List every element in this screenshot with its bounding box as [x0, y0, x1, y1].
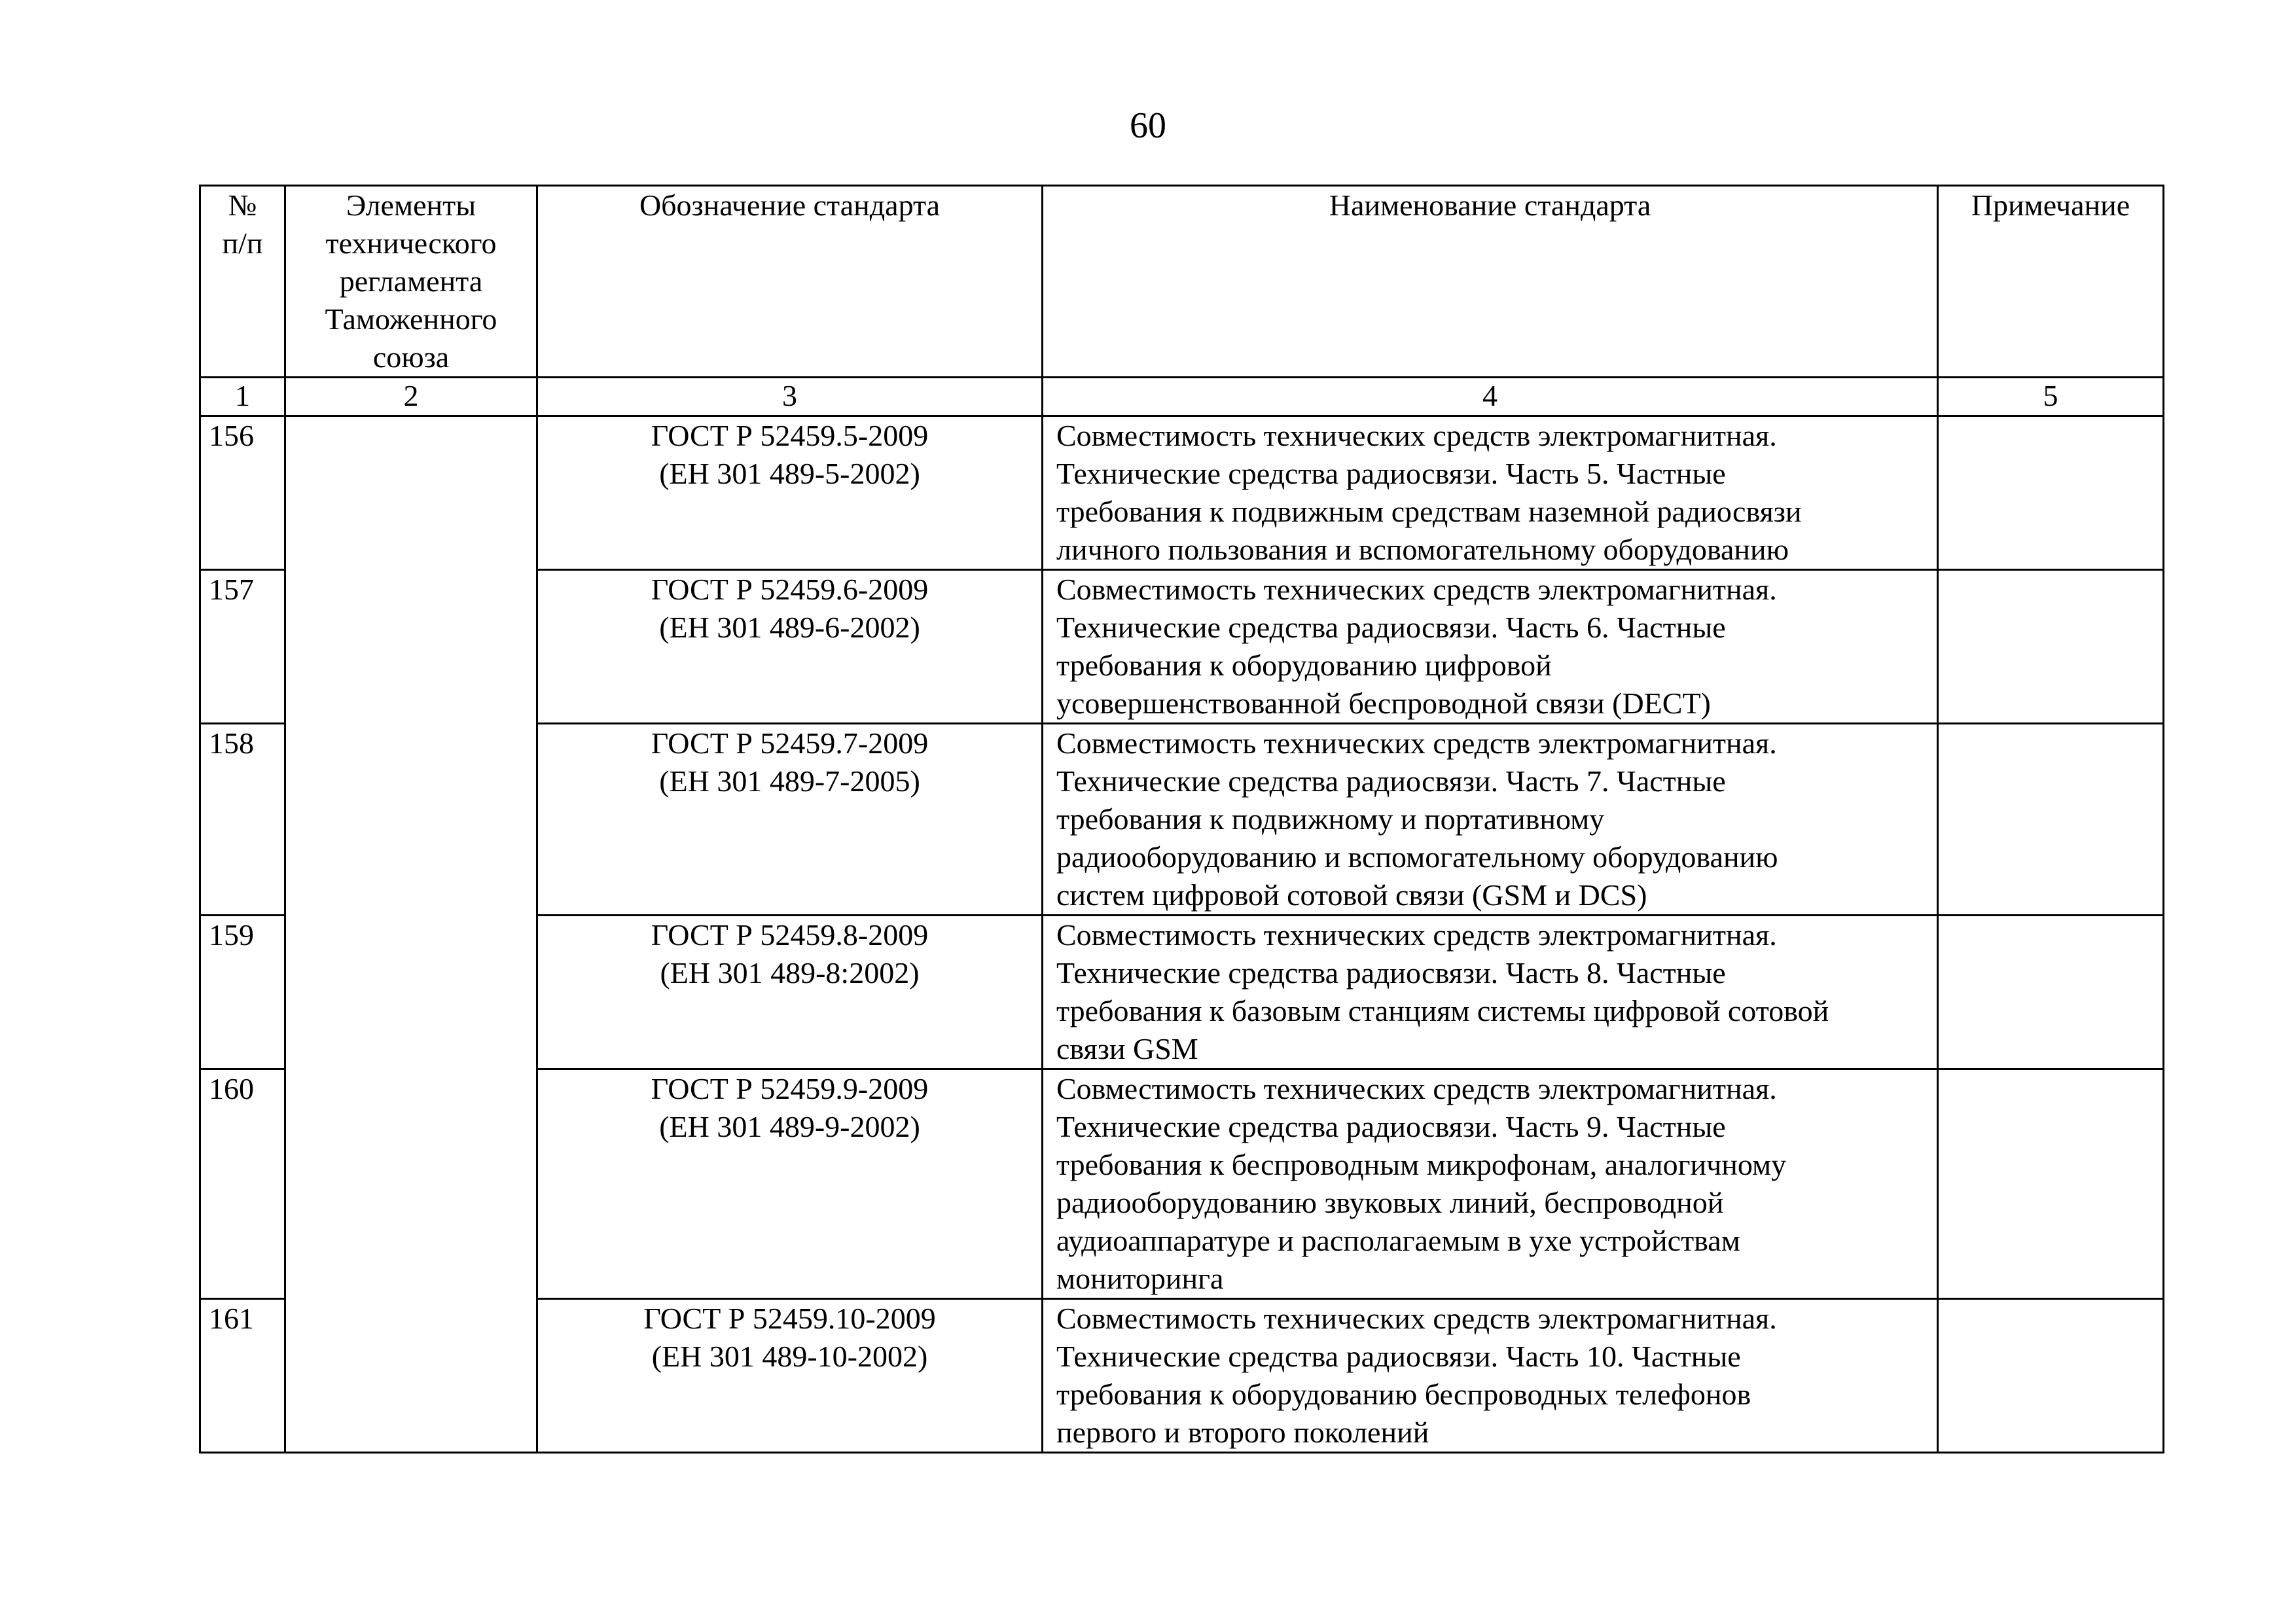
- row-number: 161: [200, 1299, 285, 1453]
- column-number: 2: [285, 378, 537, 416]
- name-line: Совместимость технических средств электромагнитная.: [1056, 726, 1777, 760]
- header-elements-line: регламента: [339, 264, 483, 298]
- standard-name: [1043, 724, 1938, 916]
- row-number: 160: [200, 1069, 285, 1299]
- standard-name: [1043, 1069, 1938, 1299]
- standard-name: [1043, 916, 1938, 1069]
- name-line: Совместимость технических средств электромагнитная.: [1056, 573, 1777, 606]
- name-line: усовершенствованной беспроводной связи (DECT): [1056, 687, 1711, 720]
- designation-line: ГОСТ Р 52459.10-2009: [643, 1302, 936, 1335]
- column-number: 3: [537, 378, 1043, 416]
- name-line: систем цифровой сотовой связи (GSM и DCS): [1056, 878, 1647, 912]
- name-line: требования к оборудованию беспроводных телефонов: [1056, 1378, 1751, 1411]
- note-cell: [1938, 724, 2164, 916]
- header-elements-line: Таможенного: [325, 302, 497, 336]
- note-cell: [1938, 1299, 2164, 1453]
- header-elements-line: технического: [325, 226, 497, 260]
- header-num: [200, 186, 285, 378]
- designation-line: (ЕН 301 489-9-2002): [659, 1110, 920, 1143]
- standard-name: [1043, 570, 1938, 724]
- column-number-row: [200, 378, 2164, 416]
- standard-name: [1043, 1299, 1938, 1453]
- table-row: [200, 416, 2164, 570]
- header-elements-line: союза: [372, 340, 450, 374]
- standard-designation: [537, 724, 1043, 916]
- designation-line: (ЕН 301 489-10-2002): [651, 1340, 928, 1373]
- table-header-row: [200, 186, 2164, 378]
- standard-designation: [537, 1299, 1043, 1453]
- name-line: связи GSM: [1056, 1032, 1198, 1065]
- header-num-line: №: [228, 188, 257, 222]
- header-note: Примечание: [1938, 186, 2164, 378]
- designation-line: (ЕН 301 489-6-2002): [659, 611, 920, 644]
- row-number: 158: [200, 724, 285, 916]
- elements-cell: [285, 416, 537, 1453]
- note-cell: [1938, 916, 2164, 1069]
- name-line: аудиоаппаратуре и располагаемым в ухе устройствам: [1056, 1224, 1740, 1257]
- name-line: требования к базовым станциям системы цифровой сотовой: [1056, 994, 1829, 1027]
- note-cell: [1938, 416, 2164, 570]
- standard-designation: [537, 416, 1043, 570]
- name-line: Совместимость технических средств электромагнитная.: [1056, 1302, 1777, 1335]
- header-num-line: п/п: [222, 226, 263, 260]
- name-line: первого и второго поколений: [1056, 1416, 1429, 1449]
- standard-designation: [537, 570, 1043, 724]
- name-line: мониторинга: [1056, 1262, 1224, 1295]
- name-line: Совместимость технических средств электромагнитная.: [1056, 1072, 1777, 1105]
- name-line: радиооборудованию и вспомогательному оборудованию: [1056, 840, 1778, 874]
- name-line: Совместимость технических средств электромагнитная.: [1056, 419, 1777, 452]
- page-number: 60: [1130, 105, 1166, 146]
- name-line: Технические средства радиосвязи. Часть 9. Частные: [1056, 1110, 1726, 1143]
- designation-line: (ЕН 301 489-8:2002): [660, 956, 920, 990]
- designation-line: (ЕН 301 489-7-2005): [659, 764, 920, 798]
- name-line: Технические средства радиосвязи. Часть 7. Частные: [1056, 764, 1726, 798]
- column-number: 1: [200, 378, 285, 416]
- designation-line: ГОСТ Р 52459.5-2009: [651, 419, 929, 452]
- column-number: 4: [1043, 378, 1938, 416]
- standard-designation: [537, 916, 1043, 1069]
- name-line: требования к подвижным средствам наземной радиосвязи: [1056, 495, 1802, 528]
- header-designation: Обозначение стандарта: [537, 186, 1043, 378]
- designation-line: ГОСТ Р 52459.8-2009: [651, 918, 929, 952]
- name-line: Технические средства радиосвязи. Часть 8. Частные: [1056, 956, 1726, 990]
- name-line: Технические средства радиосвязи. Часть 5. Частные: [1056, 457, 1726, 490]
- name-line: требования к беспроводным микрофонам, аналогичному: [1056, 1148, 1787, 1181]
- standard-name: [1043, 416, 1938, 570]
- name-line: Технические средства радиосвязи. Часть 6. Частные: [1056, 611, 1726, 644]
- row-number: 159: [200, 916, 285, 1069]
- name-line: Совместимость технических средств электромагнитная.: [1056, 918, 1777, 952]
- row-number: 157: [200, 570, 285, 724]
- header-name: Наименование стандарта: [1043, 186, 1938, 378]
- standard-designation: [537, 1069, 1043, 1299]
- designation-line: ГОСТ Р 52459.7-2009: [651, 726, 929, 760]
- column-number: 5: [1938, 378, 2164, 416]
- name-line: радиооборудованию звуковых линий, беспроводной: [1056, 1186, 1724, 1219]
- note-cell: [1938, 570, 2164, 724]
- note-cell: [1938, 1069, 2164, 1299]
- name-line: личного пользования и вспомогательному оборудованию: [1056, 533, 1789, 566]
- header-elements-line: Элементы: [346, 188, 476, 222]
- standards-table: [199, 185, 2164, 1454]
- name-line: требования к подвижному и портативному: [1056, 802, 1605, 836]
- designation-line: ГОСТ Р 52459.9-2009: [651, 1072, 929, 1105]
- name-line: Технические средства радиосвязи. Часть 10. Частные: [1056, 1340, 1741, 1373]
- designation-line: ГОСТ Р 52459.6-2009: [651, 573, 929, 606]
- name-line: требования к оборудованию цифровой: [1056, 649, 1552, 682]
- row-number: 156: [200, 416, 285, 570]
- header-elements: [285, 186, 537, 378]
- designation-line: (ЕН 301 489-5-2002): [659, 457, 920, 490]
